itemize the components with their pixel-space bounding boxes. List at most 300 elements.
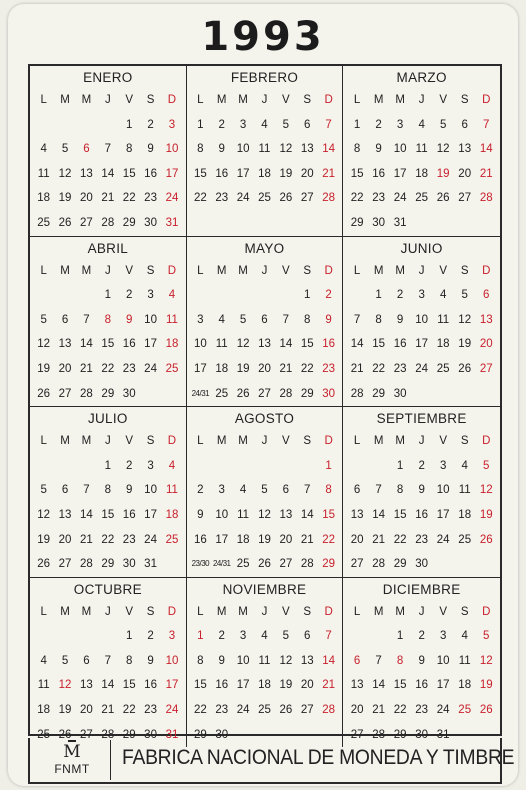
day-cell: 2 xyxy=(147,118,154,131)
empty-cell xyxy=(211,454,232,479)
day-cell: 13 xyxy=(58,508,72,521)
day-cell: 1 xyxy=(396,630,404,643)
weekday-header: S xyxy=(303,264,312,277)
month-octubre xyxy=(30,578,187,748)
day-cell: 2 xyxy=(126,459,133,472)
day-cell: 15 xyxy=(393,679,407,692)
day-cell: 17 xyxy=(415,338,429,351)
day-cell: 29 xyxy=(350,216,364,229)
day-cell: 17 xyxy=(144,338,157,351)
day-cell: 21 xyxy=(479,167,493,180)
day-cell: 2 xyxy=(325,289,332,302)
day-cell: 16 xyxy=(215,679,229,692)
day-cell: 2 xyxy=(418,459,425,472)
day-cell: 13 xyxy=(58,338,72,351)
day-cell: 22 xyxy=(101,533,115,546)
day-cell: 5 xyxy=(261,484,268,497)
day-cell: 18 xyxy=(458,508,472,521)
day-cell: 9 xyxy=(197,508,204,521)
weekday-header: D xyxy=(324,605,333,618)
weekday-header: J xyxy=(418,435,425,448)
weekday-header: S xyxy=(303,94,312,106)
day-cell: 1 xyxy=(197,630,204,643)
weekday-header: J xyxy=(104,435,111,448)
day-cell: 2 xyxy=(147,630,154,643)
weekday-header: S xyxy=(303,605,312,618)
day-cell: 3 xyxy=(239,118,247,131)
day-cell: 27 xyxy=(58,558,72,571)
day-cell: 6 xyxy=(304,118,311,131)
weekday-header: L xyxy=(40,435,47,448)
day-cell: 10 xyxy=(193,338,207,351)
weekday-header: M xyxy=(373,264,384,277)
month-agosto xyxy=(187,407,344,578)
weekday-header: M xyxy=(238,605,248,618)
day-cell: 13 xyxy=(279,508,293,521)
day-cell: 22 xyxy=(350,192,364,205)
day-cell: 9 xyxy=(126,484,133,497)
day-cell: 18 xyxy=(258,167,271,180)
day-cell: 28 xyxy=(101,216,115,229)
day-cell: 21 xyxy=(322,167,336,180)
day-cell: 22 xyxy=(322,533,336,546)
weekday-header: L xyxy=(197,435,204,448)
day-cell: 29 xyxy=(101,387,115,400)
day-cell: 16 xyxy=(393,338,407,351)
day-cell: 26 xyxy=(37,387,51,400)
weekday-header: L xyxy=(197,94,204,106)
day-cell: 25 xyxy=(258,192,271,205)
day-cell: 14 xyxy=(372,679,385,692)
day-cell: 3 xyxy=(168,630,176,643)
day-cell: 24 xyxy=(165,192,179,205)
day-cell: 23 xyxy=(322,362,336,375)
day-cell: 15 xyxy=(372,338,385,351)
day-cell: 17 xyxy=(193,362,207,375)
weekday-header: M xyxy=(395,94,405,106)
day-cell: 2 xyxy=(396,289,404,302)
day-cell: 21 xyxy=(350,362,364,375)
weekday-header: V xyxy=(125,94,134,106)
empty-cell xyxy=(254,283,275,308)
day-cell: 6 xyxy=(353,484,361,497)
month-name: ENERO xyxy=(83,70,133,85)
day-cell: 20 xyxy=(479,338,493,351)
weekday-header: M xyxy=(238,94,248,106)
day-cell: 2 xyxy=(375,118,382,131)
day-cell: 14 xyxy=(350,338,364,351)
day-cell: 17 xyxy=(393,167,407,180)
day-cell: 26 xyxy=(58,728,72,741)
day-cell: 23 xyxy=(215,704,229,717)
day-cell: 11 xyxy=(458,654,471,667)
month-name: ABRIL xyxy=(87,240,129,256)
day-cell: 16 xyxy=(122,338,136,351)
day-cell: 4 xyxy=(261,630,268,643)
weekday-header: D xyxy=(167,94,177,106)
day-cell: 11 xyxy=(165,484,178,497)
day-cell: 29 xyxy=(101,558,115,571)
weekday-header: D xyxy=(482,605,491,618)
day-cell: 15 xyxy=(300,338,314,351)
weekday-header: V xyxy=(282,605,290,618)
weekday-header: J xyxy=(418,605,425,618)
day-cell: 8 xyxy=(396,654,404,667)
day-cell: 15 xyxy=(393,508,407,521)
month-days xyxy=(346,259,497,407)
day-cell: 31 xyxy=(436,728,450,741)
day-cell: 7 xyxy=(83,484,90,497)
day-cell: 21 xyxy=(279,362,293,375)
day-cell: 29 xyxy=(393,558,407,571)
weekday-header: J xyxy=(261,435,268,448)
day-cell: 30 xyxy=(415,558,429,571)
empty-cell xyxy=(33,283,54,308)
day-cell: 5 xyxy=(40,313,47,326)
month-name: NOVIEMBRE xyxy=(222,581,307,597)
day-cell: 10 xyxy=(144,484,157,497)
weekday-header: L xyxy=(40,605,47,618)
day-cell: 22 xyxy=(393,533,407,546)
empty-cell xyxy=(232,454,253,479)
day-cell: 25 xyxy=(258,704,271,717)
weekday-header: M xyxy=(216,435,227,448)
month-days xyxy=(33,429,183,577)
weekday-header: L xyxy=(40,264,47,277)
day-cell: 15 xyxy=(122,679,136,692)
weekday-header: J xyxy=(418,94,425,106)
day-cell: 2 xyxy=(126,289,133,302)
weekday-header: M xyxy=(216,605,227,618)
day-cell: 1 xyxy=(197,118,204,131)
day-cell: 19 xyxy=(279,679,293,692)
day-cell: 8 xyxy=(104,484,112,497)
day-cell: 8 xyxy=(396,484,404,497)
day-cell: 5 xyxy=(61,654,69,667)
day-cell: 14 xyxy=(479,143,493,156)
day-cell: 28 xyxy=(322,192,336,205)
day-cell: 17 xyxy=(165,679,179,692)
day-cell: 25 xyxy=(415,192,429,205)
day-cell: 12 xyxy=(37,338,51,351)
day-cell: 17 xyxy=(236,167,250,180)
day-cell: 7 xyxy=(375,654,382,667)
weekday-header: J xyxy=(261,264,268,277)
weekday-header: S xyxy=(146,435,155,448)
empty-cell xyxy=(346,283,368,308)
day-cell: 10 xyxy=(236,143,250,156)
day-cell: 27 xyxy=(58,387,72,400)
month-abril xyxy=(30,237,187,408)
weekday-header: S xyxy=(303,435,312,448)
weekday-header: M xyxy=(238,264,248,277)
empty-cell xyxy=(211,283,232,308)
day-cell: 10 xyxy=(436,484,450,497)
month-name: FEBRERO xyxy=(230,70,299,85)
month-days xyxy=(190,429,340,577)
day-cell: 9 xyxy=(126,313,133,326)
day-cell: 27 xyxy=(479,362,493,375)
weekday-header: M xyxy=(81,435,92,448)
weekday-header: M xyxy=(373,435,384,448)
month-days xyxy=(33,88,183,236)
day-cell: 4 xyxy=(168,459,176,472)
weekday-header: D xyxy=(482,264,491,277)
day-cell: 28 xyxy=(372,558,385,571)
empty-cell xyxy=(97,624,118,649)
weekday-header: V xyxy=(439,605,448,618)
day-cell: 24 xyxy=(436,533,450,546)
day-cell: 6 xyxy=(282,484,290,497)
day-cell: 11 xyxy=(165,313,178,326)
day-cell: 22 xyxy=(122,192,136,205)
day-cell: 10 xyxy=(236,654,250,667)
day-cell: 7 xyxy=(483,118,490,131)
day-cell: 22 xyxy=(393,704,407,717)
weekday-header: J xyxy=(261,605,268,618)
institution-name: FABRICA NACIONAL DE MONEDA Y TIMBRE xyxy=(122,746,515,769)
day-cell: 22 xyxy=(193,704,207,717)
day-cell: 19 xyxy=(58,704,72,717)
day-cell: 22 xyxy=(101,362,115,375)
month-mayo xyxy=(187,237,344,408)
month-days xyxy=(346,429,497,577)
empty-cell xyxy=(275,454,296,479)
day-cell: 9 xyxy=(375,143,382,156)
day-cell: 14 xyxy=(101,679,115,692)
day-cell: 14 xyxy=(279,338,293,351)
weekday-header: D xyxy=(167,605,177,618)
day-cell: 23 xyxy=(122,362,136,375)
day-cell: 16 xyxy=(122,508,136,521)
day-cell: 23 xyxy=(144,704,157,717)
month-name: SEPTIEMBRE xyxy=(376,411,467,427)
day-cell: 21 xyxy=(101,704,115,717)
day-cell: 25 xyxy=(458,533,472,546)
day-cell: 30 xyxy=(122,387,136,400)
day-cell: 10 xyxy=(144,313,157,326)
day-cell: 20 xyxy=(350,533,364,546)
day-cell: 19 xyxy=(279,167,293,180)
day-cell: 6 xyxy=(83,143,90,156)
day-cell: 7 xyxy=(353,313,361,326)
day-cell: 5 xyxy=(282,118,290,131)
day-cell: 7 xyxy=(304,484,311,497)
day-cell: 19 xyxy=(236,362,250,375)
day-cell: 29 xyxy=(193,728,207,741)
day-cell: 13 xyxy=(479,313,493,326)
month-days xyxy=(346,88,497,236)
day-cell: 1 xyxy=(325,459,332,472)
day-cell: 1 xyxy=(104,289,112,302)
day-cell: 23 xyxy=(372,192,385,205)
day-cell: 3 xyxy=(218,484,225,497)
day-cell: 13 xyxy=(350,679,364,692)
day-cell: 5 xyxy=(61,143,69,156)
empty-cell xyxy=(97,113,118,138)
empty-cell xyxy=(33,113,54,138)
month-name: AGOSTO xyxy=(234,411,295,427)
day-cell: 19 xyxy=(458,338,472,351)
day-cell: 6 xyxy=(61,484,69,497)
day-cell: 28 xyxy=(350,387,364,400)
calendar-grid xyxy=(28,64,502,741)
weekday-header: L xyxy=(40,94,47,106)
day-cell: 9 xyxy=(325,313,332,326)
day-cell: 31 xyxy=(165,728,179,741)
weekday-header: J xyxy=(104,264,111,277)
weekday-header: M xyxy=(216,94,227,106)
day-cell: 28 xyxy=(80,387,93,400)
day-cell: 13 xyxy=(80,167,93,180)
empty-cell xyxy=(254,454,275,479)
day-cell: 25 xyxy=(458,704,472,717)
weekday-header: D xyxy=(482,94,491,106)
day-cell: 4 xyxy=(168,289,176,302)
empty-cell xyxy=(275,283,296,308)
weekday-header: V xyxy=(125,264,134,277)
day-cell: 7 xyxy=(104,143,112,156)
day-cell: 25 xyxy=(436,362,450,375)
weekday-header: S xyxy=(460,435,469,448)
day-cell: 3 xyxy=(396,118,404,131)
day-cell: 18 xyxy=(165,508,179,521)
month-febrero xyxy=(187,66,344,237)
day-cell: 4 xyxy=(239,484,247,497)
day-cell: 13 xyxy=(300,143,314,156)
day-cell: 5 xyxy=(439,118,447,131)
day-cell: 15 xyxy=(322,508,336,521)
day-cell: 28 xyxy=(479,192,493,205)
fnmt-logo xyxy=(34,740,111,780)
day-cell: 17 xyxy=(436,679,450,692)
empty-cell xyxy=(190,283,211,308)
weekday-header: L xyxy=(353,605,361,618)
day-cell: 11 xyxy=(215,338,228,351)
day-cell: 24 xyxy=(415,362,429,375)
day-cell: 23 xyxy=(393,362,407,375)
day-cell: 11 xyxy=(437,313,450,326)
day-cell: 27 xyxy=(279,558,293,571)
day-cell: 5 xyxy=(282,630,290,643)
day-cell: 25 xyxy=(236,558,250,571)
month-days xyxy=(33,600,183,748)
day-cell: 12 xyxy=(479,484,493,497)
day-cell: 10 xyxy=(165,143,179,156)
empty-cell xyxy=(76,454,97,479)
month-name: MARZO xyxy=(396,70,447,85)
day-cell: 30 xyxy=(393,387,407,400)
weekday-header: D xyxy=(324,264,333,277)
day-cell: 8 xyxy=(197,654,204,667)
day-cell: 9 xyxy=(218,143,225,156)
day-cell: 12 xyxy=(436,143,450,156)
day-cell: 7 xyxy=(83,313,90,326)
weekday-header: L xyxy=(353,94,361,106)
day-cell: 11 xyxy=(258,654,271,667)
day-cell: 3 xyxy=(439,459,447,472)
day-cell: 30 xyxy=(415,728,429,741)
weekday-header: V xyxy=(125,605,134,618)
month-days xyxy=(190,600,340,748)
weekday-header: L xyxy=(353,264,361,277)
day-cell: 21 xyxy=(80,533,93,546)
day-cell: 24 xyxy=(436,704,450,717)
weekday-header: V xyxy=(282,264,290,277)
day-cell: 2 xyxy=(218,630,225,643)
day-cell: 29 xyxy=(122,216,136,229)
day-cell: 15 xyxy=(193,679,207,692)
day-cell: 13 xyxy=(258,338,271,351)
day-cell: 23 xyxy=(415,704,429,717)
day-cell: 16 xyxy=(144,167,157,180)
empty-cell xyxy=(76,283,97,308)
day-cell: 25 xyxy=(165,362,179,375)
day-cell: 17 xyxy=(436,508,450,521)
empty-cell xyxy=(76,113,97,138)
day-cell: 6 xyxy=(61,313,69,326)
day-cell: 6 xyxy=(461,118,468,131)
day-cell: 20 xyxy=(258,362,271,375)
weekday-header: D xyxy=(324,94,333,106)
day-cell: 22 xyxy=(193,192,207,205)
day-cell: 17 xyxy=(236,679,250,692)
day-cell: 26 xyxy=(479,704,493,717)
empty-cell xyxy=(76,624,97,649)
day-cell: 16 xyxy=(415,679,429,692)
day-cell: 1 xyxy=(126,118,133,131)
day-cell: 3 xyxy=(439,630,447,643)
day-cell: 17 xyxy=(144,508,157,521)
day-cell: 3 xyxy=(147,289,154,302)
footer xyxy=(28,738,515,784)
weekday-header: M xyxy=(60,605,70,618)
day-cell: 9 xyxy=(218,654,225,667)
day-cell: 18 xyxy=(458,679,472,692)
day-cell: 21 xyxy=(372,533,385,546)
day-cell: 16 xyxy=(322,338,336,351)
day-cell: 15 xyxy=(101,508,115,521)
day-cell: 12 xyxy=(279,143,293,156)
weekday-header: V xyxy=(282,94,290,106)
day-cell: 4 xyxy=(218,313,225,326)
day-cell: 25 xyxy=(37,728,51,741)
logo-letter: M xyxy=(63,742,81,762)
day-cell: 14 xyxy=(322,143,336,156)
day-cell: 12 xyxy=(236,338,250,351)
weekday-header: V xyxy=(439,94,448,106)
day-cell: 13 xyxy=(300,654,314,667)
day-cell: 5 xyxy=(461,289,468,302)
day-cell: 26 xyxy=(37,558,51,571)
day-cell: 11 xyxy=(37,167,50,180)
day-cell: 25 xyxy=(215,387,229,400)
day-cell: 9 xyxy=(396,313,404,326)
day-cell: 28 xyxy=(101,728,115,741)
day-cell: 30 xyxy=(144,728,157,741)
day-cell: 20 xyxy=(279,533,293,546)
day-cell: 13 xyxy=(80,679,93,692)
weekday-header: S xyxy=(460,264,469,277)
day-cell: 9 xyxy=(418,484,425,497)
day-cell: 9 xyxy=(418,654,425,667)
weekday-header: S xyxy=(460,94,469,106)
month-junio xyxy=(343,237,500,408)
weekday-header: D xyxy=(167,264,177,277)
day-cell: 27 xyxy=(300,704,314,717)
empty-cell xyxy=(54,113,75,138)
day-cell: 2 xyxy=(218,118,225,131)
